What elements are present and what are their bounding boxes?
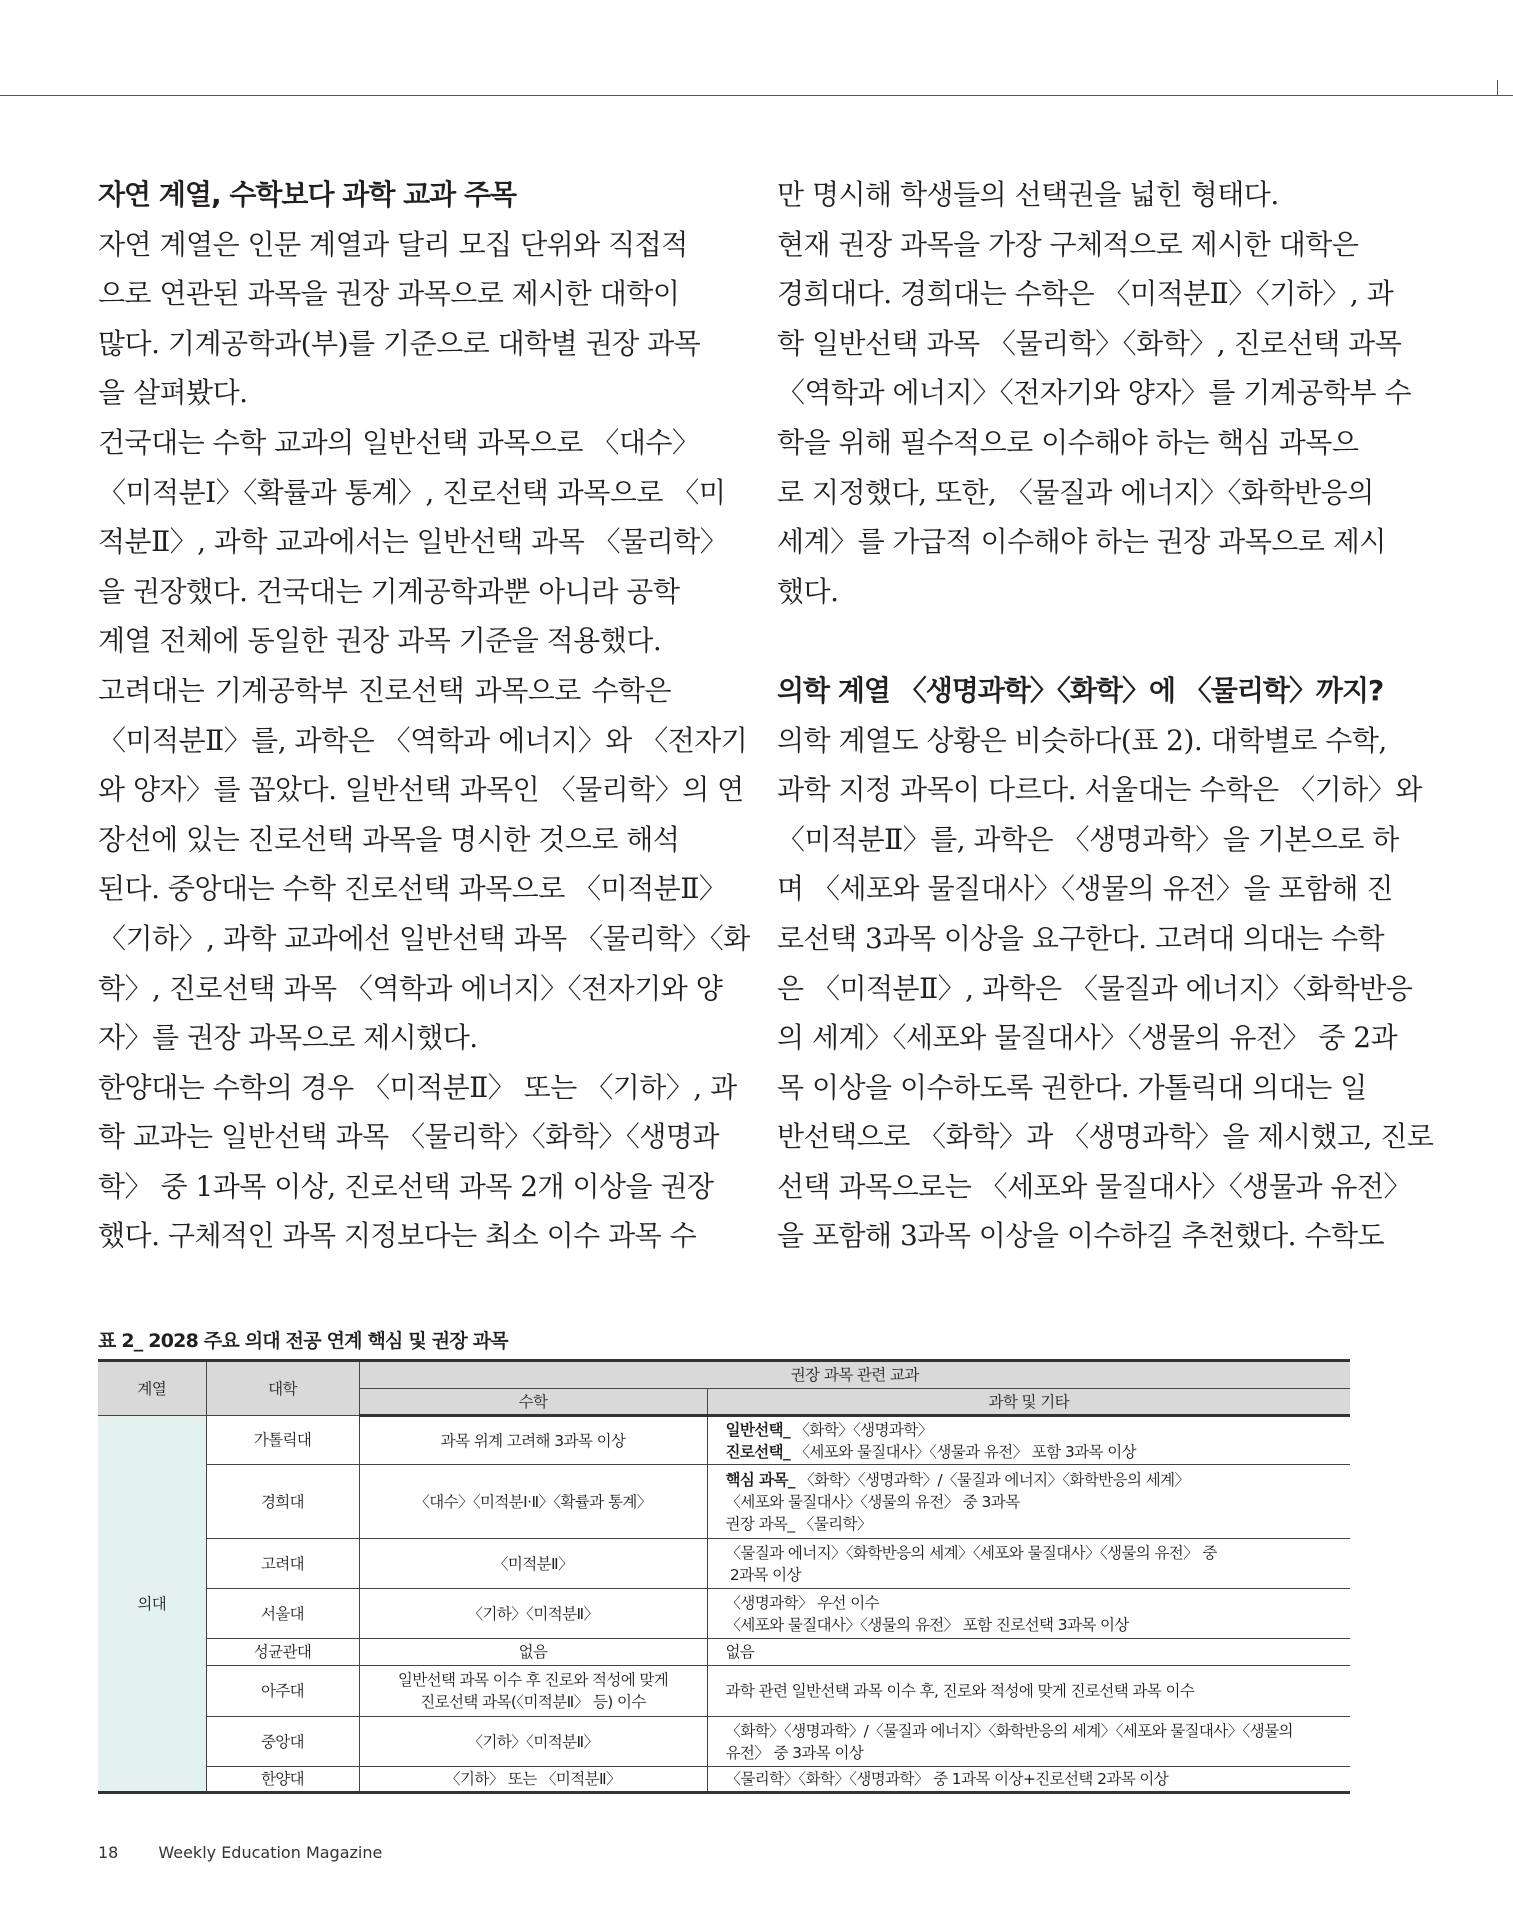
right-column <box>777 170 1434 1261</box>
math-cell <box>359 1589 707 1639</box>
science-line <box>726 1742 1343 1764</box>
text-line: 현재 권장 과목을 가장 구체적으로 제시한 대학은 <box>777 227 1359 261</box>
header-math: 수학 <box>359 1389 707 1416</box>
text-line: 과학 지정 과목이 다르다. 서울대는 수학은 〈기하〉와 <box>777 773 1422 807</box>
science-cell <box>707 1639 1350 1666</box>
text-line: 반선택으로 〈화학〉과 〈생명과학〉을 제시했고, 진로 <box>777 1120 1434 1154</box>
text-line: 세계〉를 가급적 이수해야 하는 권장 과목으로 제시 <box>777 525 1386 559</box>
text-line: 학 일반선택 과목 〈물리학〉〈화학〉, 진로선택 과목 <box>777 326 1402 360</box>
science-cell <box>707 1589 1350 1639</box>
science-cell <box>707 1666 1350 1717</box>
math-line: 〈기하〉 또는 〈미적분Ⅱ〉 <box>445 1770 621 1788</box>
science-line-text: 〈화학〉〈생명과학〉/〈물질과 에너지〉〈화학반응의 세계〉 <box>794 1470 1190 1489</box>
text-line: 을 권장했다. 건국대는 기계공학과뿐 아니라 공학 <box>98 574 680 608</box>
science-line-text: 〈세포와 물질대사〉〈생물의 유전〉 중 3과목 <box>725 1492 1020 1511</box>
recommended-subjects-table <box>98 1359 1350 1794</box>
math-cell <box>359 1465 707 1539</box>
math-cell <box>359 1639 707 1666</box>
university-cell: 한양대 <box>206 1767 359 1793</box>
top-rule <box>0 95 1513 96</box>
science-line <box>726 1542 1343 1564</box>
text-line: 적분Ⅱ〉, 과학 교과에서는 일반선택 과목 〈물리학〉 <box>98 525 728 559</box>
header-related: 권장 과목 관련 교과 <box>359 1361 1350 1389</box>
science-line <box>726 1614 1343 1636</box>
science-line-text: 과학 관련 일반선택 과목 이수 후, 진로와 적성에 맞게 진로선택 과목 이수 <box>725 1682 1195 1700</box>
text-line: 건국대는 수학 교과의 일반선택 과목으로 〈대수〉 <box>98 425 700 459</box>
science-cell <box>707 1416 1350 1465</box>
text-line: 했다. 구체적인 과목 지정보다는 최소 이수 과목 수 <box>98 1219 697 1253</box>
text-line: 선택 과목으로는 〈세포와 물질대사〉〈생물과 유전〉 <box>777 1169 1412 1203</box>
table-row <box>98 1416 1350 1465</box>
university-cell: 경희대 <box>206 1465 359 1539</box>
table-row <box>98 1666 1350 1717</box>
left-column <box>98 170 750 1261</box>
text-line: 계열 전체에 동일한 권장 과목 기준을 적용했다. <box>98 624 662 658</box>
footer <box>98 1843 422 1862</box>
group-cell: 의대 <box>98 1416 206 1793</box>
science-cell <box>707 1767 1350 1793</box>
math-cell <box>359 1767 707 1793</box>
science-line-text: 〈화학〉〈생명과학〉/〈물질과 에너지〉〈화학반응의 세계〉〈세포와 물질대사〉〈생물의 <box>725 1721 1293 1740</box>
science-line-text: 〈세포와 물질대사〉〈생물의 유전〉 포함 진로선택 3과목 이상 <box>725 1615 1129 1634</box>
header-science: 과학 및 기타 <box>707 1389 1350 1416</box>
science-line <box>726 1720 1343 1742</box>
text-line: 경희대다. 경희대는 수학은 〈미적분Ⅱ〉〈기하〉, 과 <box>777 277 1394 311</box>
text-line: 은 〈미적분Ⅱ〉, 과학은 〈물질과 에너지〉〈화학반응 <box>777 971 1413 1005</box>
science-line-text: 〈물질과 에너지〉〈화학반응의 세계〉〈세포와 물질대사〉〈생물의 유전〉 중 <box>725 1543 1217 1562</box>
science-line-text: 2과목 이상 <box>725 1565 801 1584</box>
math-line: 〈대수〉〈미적분Ⅰ·Ⅱ〉〈확률과 통계〉 <box>414 1492 652 1511</box>
table-row <box>98 1767 1350 1793</box>
table-title: 표 2_ 2028 주요 의대 전공 연계 핵심 및 권장 과목 <box>98 1330 508 1352</box>
table-row <box>98 1717 1350 1767</box>
science-cell <box>707 1465 1350 1539</box>
text-line: 의 세계〉〈세포와 물질대사〉〈생물의 유전〉 중 2과 <box>777 1021 1398 1055</box>
text-line: 의학 계열도 상황은 비슷하다(표 2). 대학별로 수학, <box>777 723 1387 757</box>
text-line: 〈미적분Ⅱ〉를, 과학은 〈생명과학〉을 기본으로 하 <box>777 822 1399 856</box>
science-line-text: 없음 <box>725 1643 755 1661</box>
science-line-label: 진로선택_ <box>725 1442 791 1461</box>
math-line: 〈기하〉〈미적분Ⅱ〉 <box>467 1732 599 1751</box>
text-line: 로 지정했다, 또한, 〈물질과 에너지〉〈화학반응의 <box>777 475 1374 509</box>
text-line: 한양대는 수학의 경우 〈미적분Ⅱ〉 또는 〈기하〉, 과 <box>98 1070 737 1104</box>
text-line: 〈미적분Ⅰ〉〈확률과 통계〉, 진로선택 과목으로 〈미 <box>98 475 726 509</box>
text-line: 자연 계열은 인문 계열과 달리 모집 단위와 직접적 <box>98 227 688 261</box>
text-line: 으로 연관된 과목을 권장 과목으로 제시한 대학이 <box>98 277 680 311</box>
science-line <box>726 1680 1343 1702</box>
text-line: 했다. <box>777 574 839 608</box>
text-line: 많다. 기계공학과(부)를 기준으로 대학별 권장 과목 <box>98 326 701 360</box>
science-line-label: 일반선택_ <box>725 1420 791 1439</box>
science-cell <box>707 1717 1350 1767</box>
university-cell: 고려대 <box>206 1539 359 1589</box>
math-line: 없음 <box>518 1643 548 1661</box>
university-cell: 가톨릭대 <box>206 1416 359 1465</box>
math-cell <box>359 1717 707 1767</box>
text-line: 학 교과는 일반선택 과목 〈물리학〉〈화학〉〈생명과 <box>98 1120 719 1154</box>
science-line <box>726 1441 1343 1463</box>
math-line: 〈기하〉〈미적분Ⅱ〉 <box>467 1604 599 1623</box>
text-line: 을 살펴봤다. <box>98 376 248 410</box>
math-line: 일반선택 과목 이수 후 진로와 적성에 맞게 <box>397 1671 669 1689</box>
header-university: 대학 <box>206 1361 359 1416</box>
math-line: 진로선택 과목(〈미적분Ⅱ〉 등) 이수 <box>420 1693 646 1711</box>
text-line: 〈기하〉, 과학 교과에선 일반선택 과목 〈물리학〉〈화 <box>98 921 750 955</box>
science-line <box>726 1513 1343 1535</box>
text-line: 며 〈세포와 물질대사〉〈생물의 유전〉을 포함해 진 <box>777 872 1393 906</box>
text-line: 〈미적분Ⅱ〉를, 과학은 〈역학과 에너지〉와 〈전자기 <box>98 723 748 757</box>
science-line <box>726 1564 1343 1586</box>
science-line <box>726 1469 1343 1491</box>
text-line: 된다. 중앙대는 수학 진로선택 과목으로 〈미적분Ⅱ〉 <box>98 872 727 906</box>
section-heading: 의학 계열 〈생명과학〉〈화학〉에 〈물리학〉까지? <box>777 673 1384 707</box>
text-line: 자〉를 권장 과목으로 제시했다. <box>98 1021 478 1055</box>
text-line: 학〉, 진로선택 과목 〈역학과 에너지〉〈전자기와 양 <box>98 971 723 1005</box>
text-line: 목 이상을 이수하도록 권한다. 가톨릭대 의대는 일 <box>777 1070 1367 1104</box>
text-line: 학을 위해 필수적으로 이수해야 하는 핵심 과목으 <box>777 425 1359 459</box>
university-cell: 아주대 <box>206 1666 359 1717</box>
text-line: 만 명시해 학생들의 선택권을 넓힌 형태다. <box>777 178 1279 211</box>
science-line-text: 〈물리학〉〈화학〉〈생명과학〉 중 1과목 이상+진로선택 2과목 이상 <box>725 1770 1169 1788</box>
table-row <box>98 1589 1350 1639</box>
science-line-text: 〈화학〉〈생명과학〉 <box>790 1420 933 1439</box>
section-heading: 자연 계열, 수학보다 과학 교과 주목 <box>98 178 517 211</box>
science-line <box>726 1641 1343 1663</box>
math-cell <box>359 1666 707 1717</box>
magazine-name: Weekly Education Magazine <box>158 1843 383 1862</box>
text-line: 로선택 3과목 이상을 요구한다. 고려대 의대는 수학 <box>777 921 1385 955</box>
science-line <box>726 1592 1343 1614</box>
top-rule-tick <box>1497 80 1498 95</box>
table-row <box>98 1539 1350 1589</box>
university-cell: 중앙대 <box>206 1717 359 1767</box>
math-cell <box>359 1416 707 1465</box>
science-cell <box>707 1539 1350 1589</box>
table-row <box>98 1465 1350 1539</box>
math-cell <box>359 1539 707 1589</box>
text-line: 〈역학과 에너지〉〈전자기와 양자〉를 기계공학부 수 <box>777 376 1412 410</box>
science-line-text: 유전〉 중 3과목 이상 <box>725 1743 864 1762</box>
science-line-label: 핵심 과목_ <box>725 1470 795 1489</box>
math-line: 과목 위계 고려해 3과목 이상 <box>440 1431 626 1450</box>
text-line: 와 양자〉를 꼽았다. 일반선택 과목인 〈물리학〉의 연 <box>98 773 744 807</box>
science-line <box>726 1491 1343 1513</box>
science-line <box>726 1768 1343 1790</box>
header-group: 계열 <box>98 1361 206 1416</box>
math-line: 〈미적분Ⅱ〉 <box>493 1554 573 1573</box>
science-line-text: 〈생명과학〉 우선 이수 <box>725 1593 879 1612</box>
university-cell: 서울대 <box>206 1589 359 1639</box>
text-line: 고려대는 기계공학부 진로선택 과목으로 수학은 <box>98 673 671 707</box>
blank-line <box>777 616 1350 666</box>
text-line: 장선에 있는 진로선택 과목을 명시한 것으로 해석 <box>98 822 680 856</box>
science-line <box>726 1419 1343 1441</box>
science-line-text: 〈세포와 물질대사〉〈생물과 유전〉 포함 3과목 이상 <box>790 1442 1136 1461</box>
university-cell: 성균관대 <box>206 1639 359 1666</box>
text-line: 학〉 중 1과목 이상, 진로선택 과목 2개 이상을 권장 <box>98 1169 714 1203</box>
page-number: 18 <box>98 1843 119 1862</box>
table-row <box>98 1639 1350 1666</box>
text-line: 을 포함해 3과목 이상을 이수하길 추천했다. 수학도 <box>777 1219 1385 1253</box>
science-line-text: 권장 과목_ 〈물리학〉 <box>725 1514 872 1533</box>
